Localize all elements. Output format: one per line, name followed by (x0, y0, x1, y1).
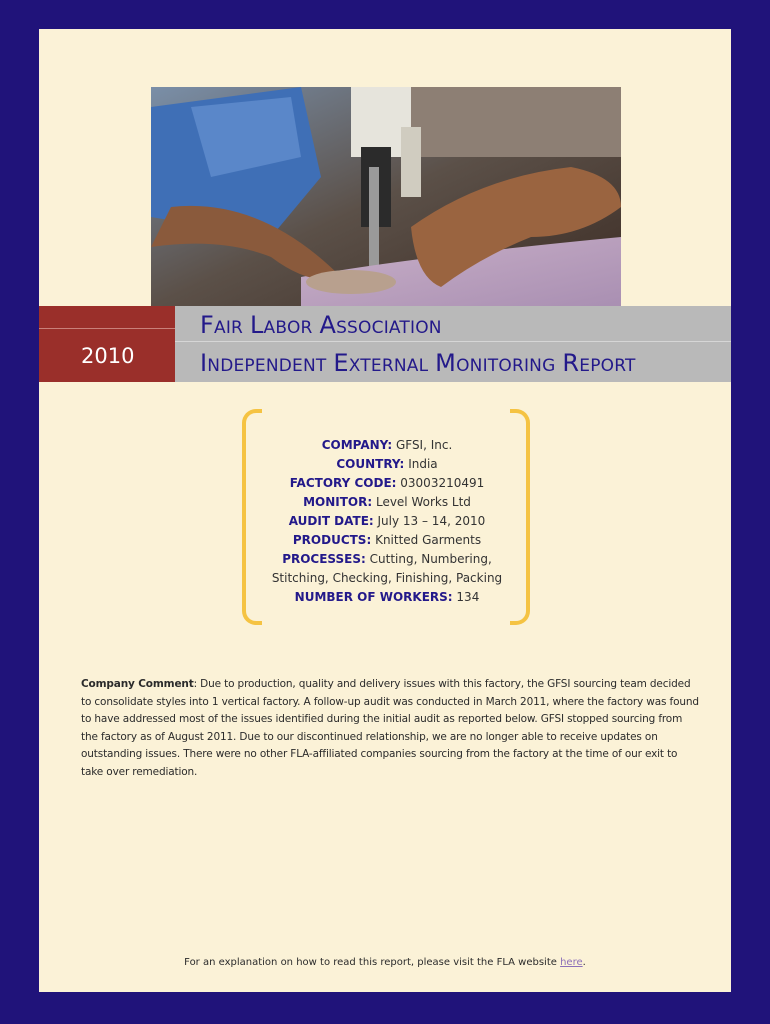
title-divider (175, 341, 731, 342)
processes-value-line2: Stitching, Checking, Finishing, Packing (271, 571, 503, 585)
country-value: India (408, 457, 438, 471)
country-label: COUNTRY: (336, 457, 405, 471)
year-badge (39, 306, 175, 382)
fla-website-link[interactable]: here (560, 957, 583, 968)
factory-info-block (259, 436, 515, 607)
products-label: PRODUCTS: (292, 533, 372, 547)
company-label: COMPANY: (321, 438, 393, 452)
processes-row-continued (259, 569, 515, 588)
title-banner (175, 306, 731, 382)
workers-value: 134 (456, 590, 480, 604)
report-cover (39, 29, 731, 992)
company-comment-label: Company Comment (81, 678, 194, 690)
monitor-label: MONITOR: (303, 495, 373, 509)
sewing-machine-photo (151, 87, 621, 307)
company-comment-text: : Due to production, quality and delivery issues with this factory, the GFSI sourcing team decided to consolidate styles into 1 vertical factory. A follow-up audit was conducted in March 2011, where the factory was found to have addressed most of the issues identified during the initial audit as reported below. GFSI stopped sourcing from the factory as of August 2011. Due to our discontinued relationship, we are no longer able to receive updates on outstanding issues. There were no other FLA-affiliated companies sourcing from the factory at the time of our exit to take over remediation. (81, 678, 699, 778)
audit-date-label: AUDIT DATE: (288, 514, 374, 528)
company-comment (81, 676, 701, 782)
country-row (259, 455, 515, 474)
audit-date-value: July 13 – 14, 2010 (377, 514, 486, 528)
footer-note (39, 957, 731, 968)
products-row (259, 531, 515, 550)
organization-title: FAIR LABOR ASSOCIATION (200, 311, 442, 339)
footer-end: . (582, 957, 586, 968)
monitor-row (259, 493, 515, 512)
company-row (259, 436, 515, 455)
workers-row (259, 588, 515, 607)
products-value: Knitted Garments (375, 533, 482, 547)
year-divider (39, 328, 175, 329)
company-value: GFSI, Inc. (395, 438, 453, 452)
processes-value-line1: Cutting, Numbering, (369, 552, 492, 566)
factory-code-row (259, 474, 515, 493)
processes-label: PROCESSES: (282, 552, 366, 566)
processes-row (259, 550, 515, 569)
report-year: 2010 (81, 344, 135, 368)
factory-code-value: 03003210491 (400, 476, 485, 490)
audit-date-row (259, 512, 515, 531)
footer-text: For an explanation on how to read this report, please visit the FLA website (184, 957, 561, 968)
monitor-value: Level Works Ltd (375, 495, 471, 509)
factory-code-label: FACTORY CODE: (289, 476, 397, 490)
report-title: INDEPENDENT EXTERNAL MONITORING REPORT (200, 349, 636, 377)
workers-label: NUMBER OF WORKERS: (294, 590, 453, 604)
